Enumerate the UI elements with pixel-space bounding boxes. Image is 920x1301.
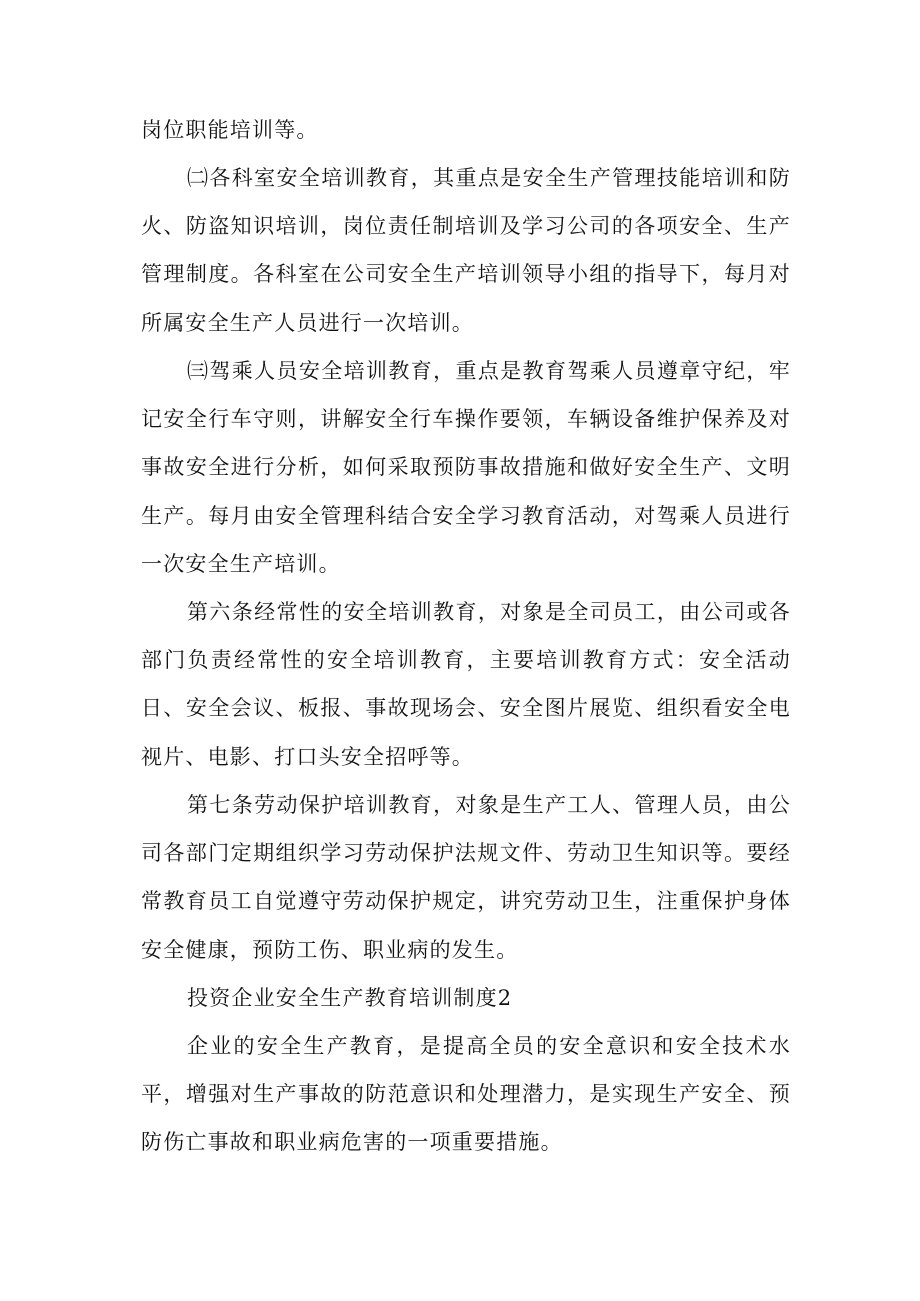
paragraph-department-training: ㈡各科室安全培训教育，其重点是安全生产管理技能培训和防火、防盗知识培训，岗位责任制培训及学习公司的各项安全、生产管理制度。各科室在公司安全生产培训领导小组的指导下，每月对所属安全生产人员进行一次培训。 <box>141 166 791 335</box>
paragraph-introduction: 企业的安全生产教育，是提高全员的安全意识和安全技术水平，增强对生产事故的防范意识和处理潜力，是实现生产安全、预防伤亡事故和职业病危害的一项重要措施。 <box>141 1034 791 1155</box>
paragraph-article-six: 第六条经常性的安全培训教育，对象是全司员工，由公司或各部门负责经常性的安全培训教育，主要培训教育方式：安全活动日、安全会议、板报、事故现场会、安全图片展览、组织看安全电视片、电影、打口头安全招呼等。 <box>141 600 791 769</box>
paragraph-driver-training: ㈢驾乘人员安全培训教育，重点是教育驾乘人员遵章守纪，牢记安全行车守则，讲解安全行车操作要领，车辆设备维护保养及对事故安全进行分析，如何采取预防事故措施和做好安全生产、文明生产。每月由安全管理科结合安全学习教育活动，对驾乘人员进行一次安全生产培训。 <box>141 359 791 576</box>
section-heading: 投资企业安全生产教育培训制度2 <box>187 986 513 1010</box>
paragraph-continuation: 岗位职能培训等。 <box>141 118 319 142</box>
paragraph-article-seven: 第七条劳动保护培训教育，对象是生产工人、管理人员，由公司各部门定期组织学习劳动保护法规文件、劳动卫生知识等。要经常教育员工自觉遵守劳动保护规定，讲究劳动卫生，注重保护身体安全健康，预防工伤、职业病的发生。 <box>141 793 791 962</box>
